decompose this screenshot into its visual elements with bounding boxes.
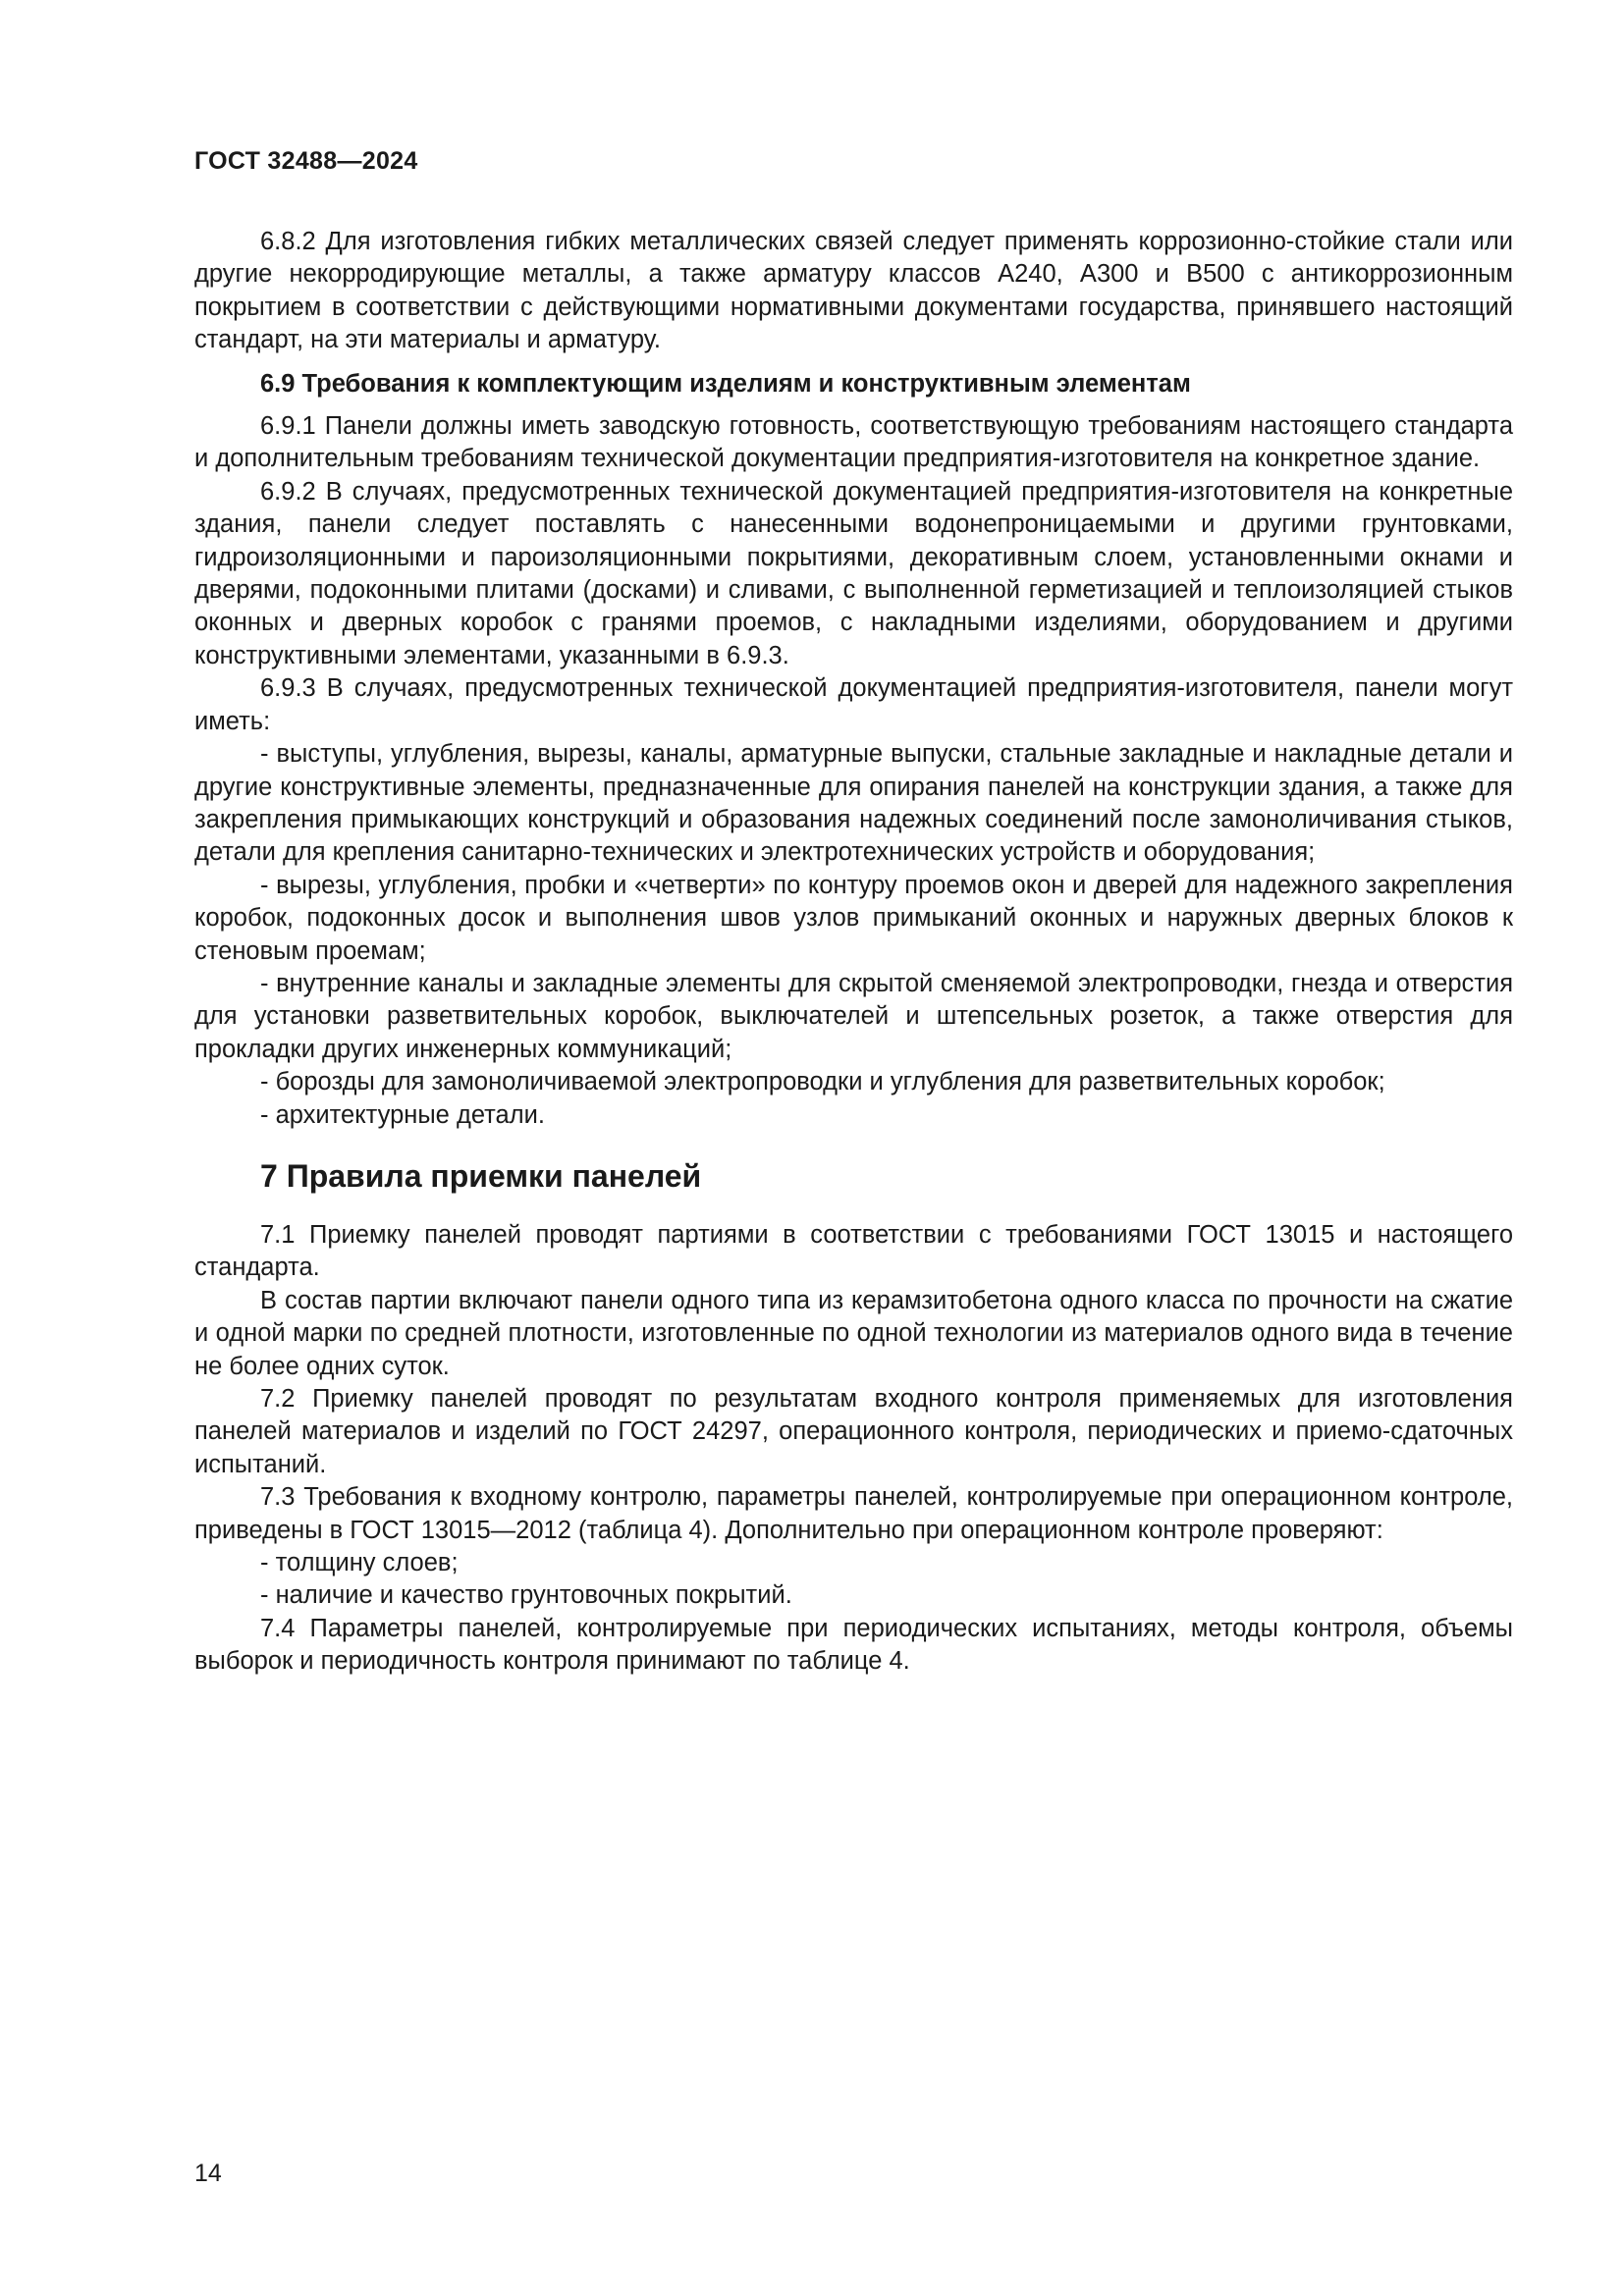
clause-6-9-3: 6.9.3 В случаях, предусмотренных технической документацией предприятия-изготовителя, панели могут иметь: — [194, 674, 1513, 735]
clause-7-4: 7.4 Параметры панелей, контролируемые при периодических испытаниях, методы контроля, объемы выборок и периодичность контроля принимают по таблице 4. — [194, 1614, 1513, 1676]
list-item: - вырезы, углубления, пробки и «четверти» по контуру проемов окон и дверей для надежного закрепления коробок, подоконных досок и выполнения швов узлов примыканий оконных и наружных дверных блоков к стеновым проемам; — [194, 871, 1513, 965]
list-item: - борозды для замоноличиваемой электропроводки и углубления для разветвительных коробок; — [260, 1068, 1385, 1096]
list-item: - выступы, углубления, вырезы, каналы, арматурные выпуски, стальные закладные и накладные детали и другие конструктивные элементы, предназначенные для опирания панелей на конструкции здания, а также для закрепления примыкающих конструкций и образования надежных соединений после замоноличивания стыков, детали для крепления санитарно-технических и электротехнических устройств и оборудования; — [194, 740, 1513, 867]
clause-6-9-1: 6.9.1 Панели должны иметь заводскую готовность, соответствующую требованиям настоящего стандарта и дополнительным требованиям технической документации предприятия-изготовителя на конкретное здание. — [194, 412, 1513, 473]
list-item: - внутренние каналы и закладные элементы для скрытой сменяемой электропроводки, гнезда и отверстия для установки разветвительных коробок, выключателей и штепсельных розеток, а также отверстия для прокладки других инженерных коммуникаций; — [194, 969, 1513, 1063]
page-number: 14 — [194, 2160, 222, 2187]
clause-7-3: 7.3 Требования к входному контролю, параметры панелей, контролируемые при операционном контроле, приведены в ГОСТ 13015—2012 (таблица 4). Дополнительно при операционном контроле проверяют: — [194, 1483, 1513, 1544]
list-item: - архитектурные детали. — [260, 1100, 545, 1129]
page-content — [194, 226, 1513, 1679]
section-heading-6-9: 6.9 Требования к комплектующим изделиям и конструктивным элементам — [260, 369, 1191, 398]
clause-7-2: 7.2 Приемку панелей проводят по результатам входного контроля применяемых для изготовления панелей материалов и изделий по ГОСТ 24297, операционного контроля, периодических и приемо-сдаточных испытаний. — [194, 1385, 1513, 1478]
section-heading-7: 7 Правила приемки панелей — [260, 1157, 702, 1194]
clause-6-8-2: 6.8.2 Для изготовления гибких металлических связей следует применять коррозионно-стойкие стали или другие некорродирующие металлы, а также арматуру классов А240, А300 и В500 с антикоррозионным покрытием в соответствии с действующими нормативными документами государства, принявшего настоящий стандарт, на эти материалы и арматуру. — [194, 228, 1513, 354]
clause-6-9-2: 6.9.2 В случаях, предусмотренных технической документацией предприятия-изготовителя на конкретные здания, панели следует поставлять с нанесенными водонепроницаемыми и другими грунтовками, гидроизоляционными и пароизоляционными покрытиями, декоративным слоем, установленными окнами и дверями, подоконными плитами (досками) и сливами, с выполненной герметизацией и теплоизоляцией стыков оконных и дверных коробок с гранями проемов, с накладными изделиями, оборудованием и другими конструктивными элементами, указанными в 6.9.3. — [194, 477, 1513, 669]
running-header: ГОСТ 32488—2024 — [194, 147, 418, 175]
list-item: - толщину слоев; — [260, 1549, 459, 1577]
clause-7-1: 7.1 Приемку панелей проводят партиями в соответствии с требованиями ГОСТ 13015 и настоящего стандарта. — [194, 1220, 1513, 1282]
list-item: - наличие и качество грунтовочных покрытий. — [260, 1581, 792, 1610]
clause-7-1-batch: В состав партии включают панели одного типа из керамзитобетона одного класса по прочности на сжатие и одной марки по средней плотности, изготовленные по одной технологии из материалов одного вида в течение не более одних суток. — [194, 1286, 1513, 1380]
